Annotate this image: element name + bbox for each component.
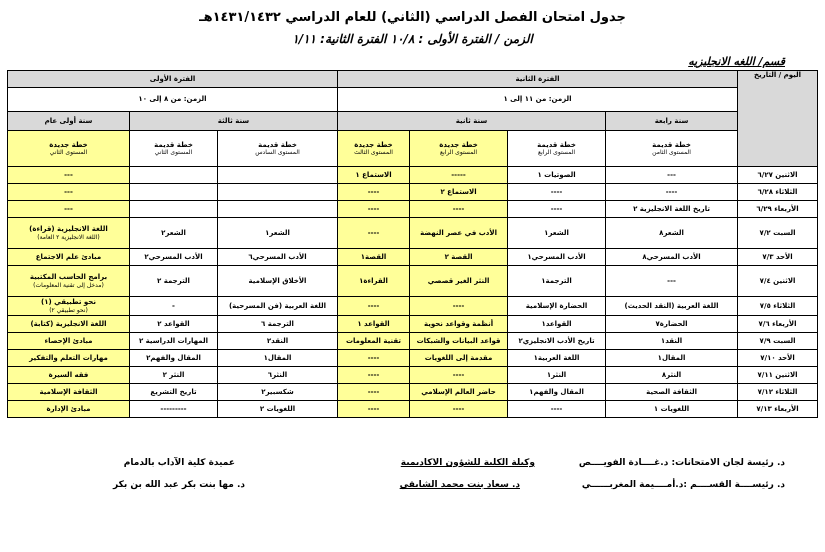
day-date-cell: السبت ٧/٢ <box>738 218 818 249</box>
day-date-cell: الأحد ٧/١٠ <box>738 350 818 367</box>
schedule-row <box>8 201 818 218</box>
exam-subject: ---- <box>452 370 465 379</box>
day-date-cell: الأحد ٧/٣ <box>738 249 818 266</box>
exam-cell <box>410 218 508 249</box>
exam-subject: الترجمة ٢ <box>157 276 190 285</box>
exam-subject: مهارات التعلم والتفكير <box>29 353 108 362</box>
exam-subject: ---- <box>665 187 678 196</box>
schedule-row <box>8 367 818 384</box>
exam-cell <box>410 297 508 316</box>
plan-level: المستوى السادس <box>255 149 300 157</box>
exam-subject: الأدب المسرحي٦ <box>248 252 307 261</box>
exam-cell <box>218 218 338 249</box>
day-date-cell: السبت ٧/٩ <box>738 333 818 350</box>
exam-subject: الشعر٢ <box>161 228 186 237</box>
exam-cell <box>338 401 410 418</box>
exam-cell <box>130 201 218 218</box>
year3-header: سنة ثالثة <box>130 112 338 131</box>
day-date-cell: الثلاثاء ٧/٥ <box>738 297 818 316</box>
exam-subject: النقد١ <box>660 336 683 345</box>
exam-cell <box>338 249 410 266</box>
exam-cell <box>410 184 508 201</box>
schedule-row <box>8 401 818 418</box>
exam-cell <box>130 297 218 316</box>
exam-subject: الثقافة الإسلامية <box>39 387 98 396</box>
exam-cell <box>130 218 218 249</box>
exam-cell <box>410 316 508 333</box>
period1-time: الزمن: من ٨ إلى ١٠ <box>8 88 338 112</box>
exam-cell <box>130 333 218 350</box>
exam-subject-alt: (مدخل إلى تقنية المعلومات) <box>33 281 104 289</box>
exam-subject: ---- <box>452 404 465 413</box>
exam-subject: --- <box>667 170 676 179</box>
schedule-row <box>8 316 818 333</box>
schedule-row <box>8 297 818 316</box>
exam-subject: المقال والفهم٢ <box>146 353 201 362</box>
year4-header: سنة رابعة <box>606 112 738 131</box>
exam-subject: الشعر١ <box>544 228 569 237</box>
plan-level: المستوى الثاني <box>154 149 193 157</box>
schedule-row <box>8 350 818 367</box>
exam-subject: مقدمة إلى اللغويات <box>424 353 493 362</box>
exam-subject: قواعد البيانات والشبكات <box>416 336 501 345</box>
exam-cell <box>130 249 218 266</box>
exam-cell <box>218 333 338 350</box>
exam-subject: النقد٢ <box>266 336 289 345</box>
exam-cell <box>8 384 130 401</box>
exam-subject: اللغة الانجليزية (قراءة) <box>29 225 108 234</box>
exam-subject: تقنية المعلومات <box>346 336 401 345</box>
plan-header <box>130 131 218 167</box>
exam-subject: القواعد١ <box>541 319 572 328</box>
schedule-row <box>8 266 818 297</box>
exam-subject: - <box>172 301 175 310</box>
exam-subject: برامج الحاسب المكتبية <box>29 273 108 282</box>
day-date-cell: الثلاثاء ٦/٢٨ <box>738 184 818 201</box>
signature-vice-dean-title: وكيلة الكلية للشؤون الاكاديمية <box>400 458 535 468</box>
exam-subject: ---- <box>550 187 563 196</box>
plan-header <box>218 131 338 167</box>
exam-subject: مبادئ الإحصاء <box>44 336 93 345</box>
day-date-cell: الاثنين ٧/١١ <box>738 367 818 384</box>
exam-subject: ---- <box>367 353 380 362</box>
schedule-title: جدول امتحان الفصل الدراسي (الثاني) للعام الدراسي ١٤٣١/١٤٣٢هـ <box>199 10 626 25</box>
exam-cell <box>218 167 338 184</box>
exam-cell <box>218 350 338 367</box>
exam-cell <box>8 350 130 367</box>
signature-dept-head: د. رئيســــة القســــم :د.أمــــيمة المغربــــــي <box>581 480 785 490</box>
exam-subject-alt: (اللغة الانجليزية ٢ العامة) <box>37 233 100 241</box>
department-label: قسم/ اللغه الانجليزيه <box>688 55 785 68</box>
day-date-cell: الثلاثاء ٧/١٢ <box>738 384 818 401</box>
exam-subject: حاضر العالم الإسلامي <box>421 387 496 396</box>
exam-subject: اللغة العربية (فن المسرحية) <box>228 301 327 310</box>
exam-cell <box>8 249 130 266</box>
exam-subject: المقال والفهم١ <box>529 387 584 396</box>
day-date-cell: الأربعاء ٧/١٣ <box>738 401 818 418</box>
exam-subject: --- <box>64 204 73 213</box>
exam-cell <box>8 201 130 218</box>
exam-cell <box>410 249 508 266</box>
plan-type: خطة جديدة <box>439 140 478 149</box>
exam-subject: الأدب في عصر النهضة <box>420 228 497 237</box>
exam-subject: ---- <box>550 204 563 213</box>
plan-level: المستوى الثالث <box>354 149 393 157</box>
exam-subject: اللغويات ١ <box>653 404 690 413</box>
exam-cell <box>8 401 130 418</box>
exam-subject: ---- <box>367 204 380 213</box>
exam-subject: --- <box>64 170 73 179</box>
exam-cell <box>8 316 130 333</box>
exam-subject: النثر١ <box>546 370 567 379</box>
plan-type: خطة جديدة <box>354 140 393 149</box>
exam-subject: نحو تطبيقي (١) <box>41 298 96 307</box>
exam-cell <box>218 401 338 418</box>
exam-subject: مبادئ علم الاجتماع <box>35 252 102 261</box>
plan-level: المستوى الرابع <box>537 149 576 157</box>
exam-subject: الأدب المسرحي٨ <box>642 252 701 261</box>
exam-subject: الاستماع ٢ <box>440 187 477 196</box>
schedule-row <box>8 249 818 266</box>
plan-type: خطة قديمة <box>258 140 297 149</box>
exam-cell <box>8 218 130 249</box>
exam-subject: --------- <box>160 404 187 413</box>
exam-subject: الحضارة٧ <box>655 319 688 328</box>
exam-cell <box>508 201 606 218</box>
exam-cell <box>338 218 410 249</box>
exam-subject: الشعر٨ <box>659 228 684 237</box>
exam-cell <box>508 384 606 401</box>
exam-cell <box>606 350 738 367</box>
exam-subject: المقال١ <box>657 353 686 362</box>
exam-cell <box>410 167 508 184</box>
exam-cell <box>338 316 410 333</box>
exam-cell <box>410 266 508 297</box>
signature-vice-dean-name: د. سعاد بنت محمد الشايقي <box>399 480 520 490</box>
exam-subject: تاريخ اللغة الانجليزية ٢ <box>633 204 710 213</box>
exam-subject: النثر ٢ <box>162 370 185 379</box>
exam-subject: تاريخ الأدب الانجليزي٢ <box>518 336 595 345</box>
exam-cell <box>338 367 410 384</box>
exam-cell <box>218 297 338 316</box>
exam-cell <box>606 367 738 384</box>
exam-cell <box>410 333 508 350</box>
day-date-header: اليوم / التاريخ <box>738 71 818 167</box>
exam-cell <box>508 167 606 184</box>
exam-cell <box>606 184 738 201</box>
exam-subject: المهارات الدراسية ٢ <box>138 336 209 345</box>
exam-cell <box>8 184 130 201</box>
exam-subject: ---- <box>367 387 380 396</box>
plan-type: خطة جديدة <box>49 140 88 149</box>
exam-subject: ---- <box>367 301 380 310</box>
exam-subject: الأدب المسرحي١ <box>527 252 586 261</box>
exam-cell <box>8 333 130 350</box>
exam-subject: اللغة العربية (النقد الحديث) <box>624 301 719 310</box>
exam-subject: الحضارة الإسلامية <box>525 301 588 310</box>
plan-level: المستوى الثامن <box>652 149 691 157</box>
exam-cell <box>338 350 410 367</box>
year2-header: سنة ثانية <box>338 112 606 131</box>
plan-type: خطة قديمة <box>537 140 576 149</box>
day-date-cell: الأربعاء ٧/٦ <box>738 316 818 333</box>
exam-cell <box>218 367 338 384</box>
exam-subject: الاستماع ١ <box>355 170 392 179</box>
exam-cell <box>130 167 218 184</box>
exam-cell <box>606 266 738 297</box>
exam-cell <box>410 384 508 401</box>
exam-cell <box>130 384 218 401</box>
plan-header <box>410 131 508 167</box>
exam-schedule-table <box>7 70 818 418</box>
exam-subject: اللغة الانجليزية (كتابة) <box>30 319 107 328</box>
exam-subject: أنظمة وقواعد نحوية <box>423 319 494 328</box>
exam-subject: الأخلاق الإسلامية <box>248 276 307 285</box>
schedule-row <box>8 167 818 184</box>
exam-subject: --- <box>667 276 676 285</box>
exam-cell <box>410 401 508 418</box>
period2-time: الزمن: من ١١ إلى ١ <box>338 88 738 112</box>
exam-subject: النثر٦ <box>267 370 288 379</box>
exam-cell <box>410 201 508 218</box>
exam-subject: الشعر١ <box>265 228 290 237</box>
exam-cell <box>338 184 410 201</box>
exam-subject: القصة ٢ <box>444 252 473 261</box>
schedule-row <box>8 218 818 249</box>
plan-type: خطة قديمة <box>652 140 691 149</box>
schedule-row <box>8 384 818 401</box>
exam-subject: ---- <box>452 301 465 310</box>
exam-cell <box>338 266 410 297</box>
exam-cell <box>218 184 338 201</box>
exam-subject: مبادئ الإدارة <box>46 404 91 413</box>
signature-exams-committee: د. رئيسة لجان الامتحانات: د.غــــادة الفويــــص <box>578 458 785 468</box>
exam-subject: القواعد ٢ <box>157 319 190 328</box>
plan-header <box>8 131 130 167</box>
exam-cell <box>130 184 218 201</box>
exam-subject: المقال١ <box>263 353 292 362</box>
exam-cell <box>338 384 410 401</box>
exam-subject: النثر الغير قصصي <box>427 276 490 285</box>
exam-subject: الثقافة الصحية <box>646 387 697 396</box>
exam-subject: ----- <box>451 170 466 179</box>
day-date-cell: الاثنين ٦/٢٧ <box>738 167 818 184</box>
exam-cell <box>130 316 218 333</box>
exam-cell <box>218 266 338 297</box>
exam-subject: الترجمة١ <box>541 276 572 285</box>
day-date-cell: الاثنين ٧/٤ <box>738 266 818 297</box>
exam-cell <box>410 350 508 367</box>
exam-cell <box>606 297 738 316</box>
exam-cell <box>410 367 508 384</box>
exam-subject: الترجمة ٦ <box>261 319 294 328</box>
exam-cell <box>218 384 338 401</box>
plan-header <box>606 131 738 167</box>
signature-dean-name: د. مها بنت بكر عبد الله بن بكر <box>113 480 245 490</box>
exam-subject: النثر٨ <box>661 370 682 379</box>
exam-cell <box>8 367 130 384</box>
exam-cell <box>606 218 738 249</box>
exam-subject: ---- <box>452 204 465 213</box>
exam-subject: ---- <box>550 404 563 413</box>
signature-dean-title: عميدة كلية الآداب بالدمام <box>123 458 235 468</box>
exam-subject: تاريخ التشريع <box>150 387 197 396</box>
exam-cell <box>338 201 410 218</box>
exam-subject: ---- <box>367 228 380 237</box>
day-date-cell: الأربعاء ٦/٢٩ <box>738 201 818 218</box>
period1-header: الفترة الأولى <box>8 71 338 88</box>
period2-header: الفترة الثانية <box>338 71 738 88</box>
exam-cell <box>606 333 738 350</box>
plan-level: المستوى الرابع <box>439 149 478 157</box>
plan-type: خطة قديمة <box>154 140 193 149</box>
exam-cell <box>606 201 738 218</box>
exam-cell <box>218 249 338 266</box>
exam-subject: القراءة١ <box>359 276 388 285</box>
plan-header <box>508 131 606 167</box>
exam-cell <box>338 333 410 350</box>
exam-subject: ---- <box>367 404 380 413</box>
exam-cell <box>508 401 606 418</box>
exam-cell <box>218 201 338 218</box>
exam-subject: الصوتيات ١ <box>537 170 576 179</box>
plan-header <box>338 131 410 167</box>
exam-subject: فقه السيرة <box>48 370 89 379</box>
exam-cell <box>606 249 738 266</box>
exam-cell <box>130 266 218 297</box>
exam-cell <box>508 184 606 201</box>
exam-cell <box>130 367 218 384</box>
exam-subject: اللغويات ٢ <box>259 404 296 413</box>
exam-cell <box>508 350 606 367</box>
exam-cell <box>8 266 130 297</box>
exam-cell <box>508 266 606 297</box>
exam-cell <box>508 297 606 316</box>
exam-cell <box>508 249 606 266</box>
year1-header: سنة أولى عام <box>8 112 130 131</box>
exam-subject: ---- <box>367 370 380 379</box>
schedule-rows <box>8 167 818 418</box>
exam-cell <box>218 316 338 333</box>
exam-cell <box>8 297 130 316</box>
exam-cell <box>508 316 606 333</box>
exam-subject: ---- <box>367 187 380 196</box>
exam-cell <box>508 218 606 249</box>
exam-cell <box>8 167 130 184</box>
exam-cell <box>606 167 738 184</box>
exam-cell <box>606 384 738 401</box>
exam-subject: --- <box>64 187 73 196</box>
exam-subject: القصة١ <box>360 252 387 261</box>
plan-level: المستوى الثاني <box>49 149 88 157</box>
exam-cell <box>338 297 410 316</box>
exam-cell <box>508 333 606 350</box>
exam-subject: شكسبير٢ <box>261 387 294 396</box>
exam-cell <box>508 367 606 384</box>
exam-cell <box>606 401 738 418</box>
exam-cell <box>130 401 218 418</box>
exam-cell <box>338 167 410 184</box>
exam-cell <box>130 350 218 367</box>
schedule-time-subtitle: الزمن / الفترة الأولى : ١٠/٨ الفترة الثانية: ١/١١ <box>292 32 533 46</box>
exam-subject: اللغة العربية١ <box>533 353 580 362</box>
exam-subject-alt: (نحو تطبيقي ٢) <box>49 306 88 314</box>
exam-subject: القواعد ١ <box>357 319 390 328</box>
exam-subject: الأدب المسرحي٢ <box>144 252 203 261</box>
exam-cell <box>606 316 738 333</box>
schedule-row <box>8 184 818 201</box>
schedule-row <box>8 333 818 350</box>
